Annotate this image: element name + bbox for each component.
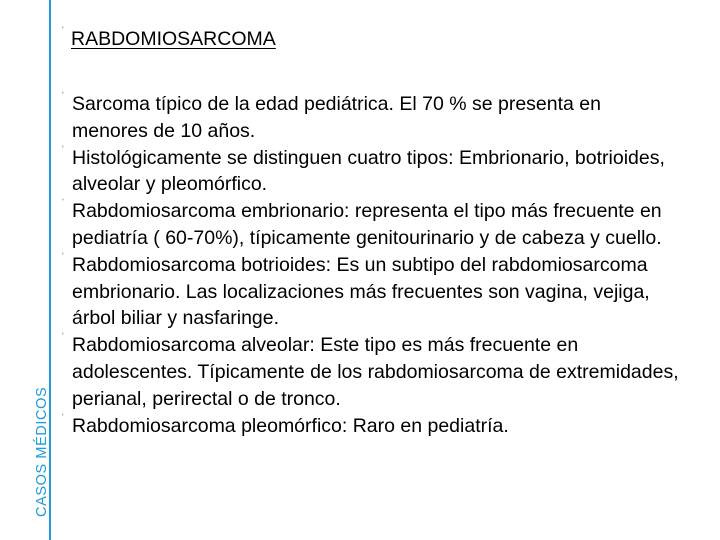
bullet-text: Rabdomiosarcoma pleomórfico: Raro en pediatría.: [72, 414, 509, 437]
bullet-item: [62, 413, 682, 440]
bullet-item: [62, 145, 682, 199]
title-bullet-icon: ʼ: [62, 26, 64, 35]
bullet-item: [62, 252, 682, 332]
bullet-icon: ʼ: [62, 91, 64, 100]
bullet-text: Rabdomiosarcoma alveolar: Este tipo es más frecuente en adolescentes. Típicamente de los rabdomiosarcoma de extremidades, perianal, perirectal o de tronco.: [72, 334, 679, 410]
bullet-text: Rabdomiosarcoma embrionario: representa el tipo más frecuente en pediatría ( 60-70%), típicamente genitourinario y de cabeza y cuello.: [72, 200, 662, 249]
bullet-item: [62, 91, 682, 145]
title-row: [62, 26, 702, 54]
bullet-text: Rabdomiosarcoma botrioides: Es un subtipo del rabdomiosarcoma embrionario. Las localizaciones más frecuentes son vagina, vejiga, árbol biliar y nasfaringe.: [72, 253, 650, 330]
bullet-list: [62, 91, 682, 439]
bullet-item: [62, 332, 682, 412]
side-bar: [0, 0, 51, 540]
side-category-label: CASOS MÉDICOS: [34, 386, 50, 517]
bullet-icon: ʼ: [62, 198, 64, 208]
bullet-text: Histológicamente se distinguen cuatro tipos: Embrionario, botrioides, alveolar y pleomórfico.: [72, 146, 665, 196]
bullet-icon: ʼ: [62, 144, 64, 154]
bullet-icon: ʼ: [62, 332, 64, 342]
bullet-item: [62, 198, 682, 252]
bullet-icon: ʼ: [62, 251, 64, 261]
slide-title: RABDOMIOSARCOMA: [71, 28, 276, 50]
bullet-icon: ʼ: [62, 412, 64, 422]
bullet-text: Sarcoma típico de la edad pediátrica. El 70 % se presenta en menores de 10 años.: [72, 93, 601, 142]
